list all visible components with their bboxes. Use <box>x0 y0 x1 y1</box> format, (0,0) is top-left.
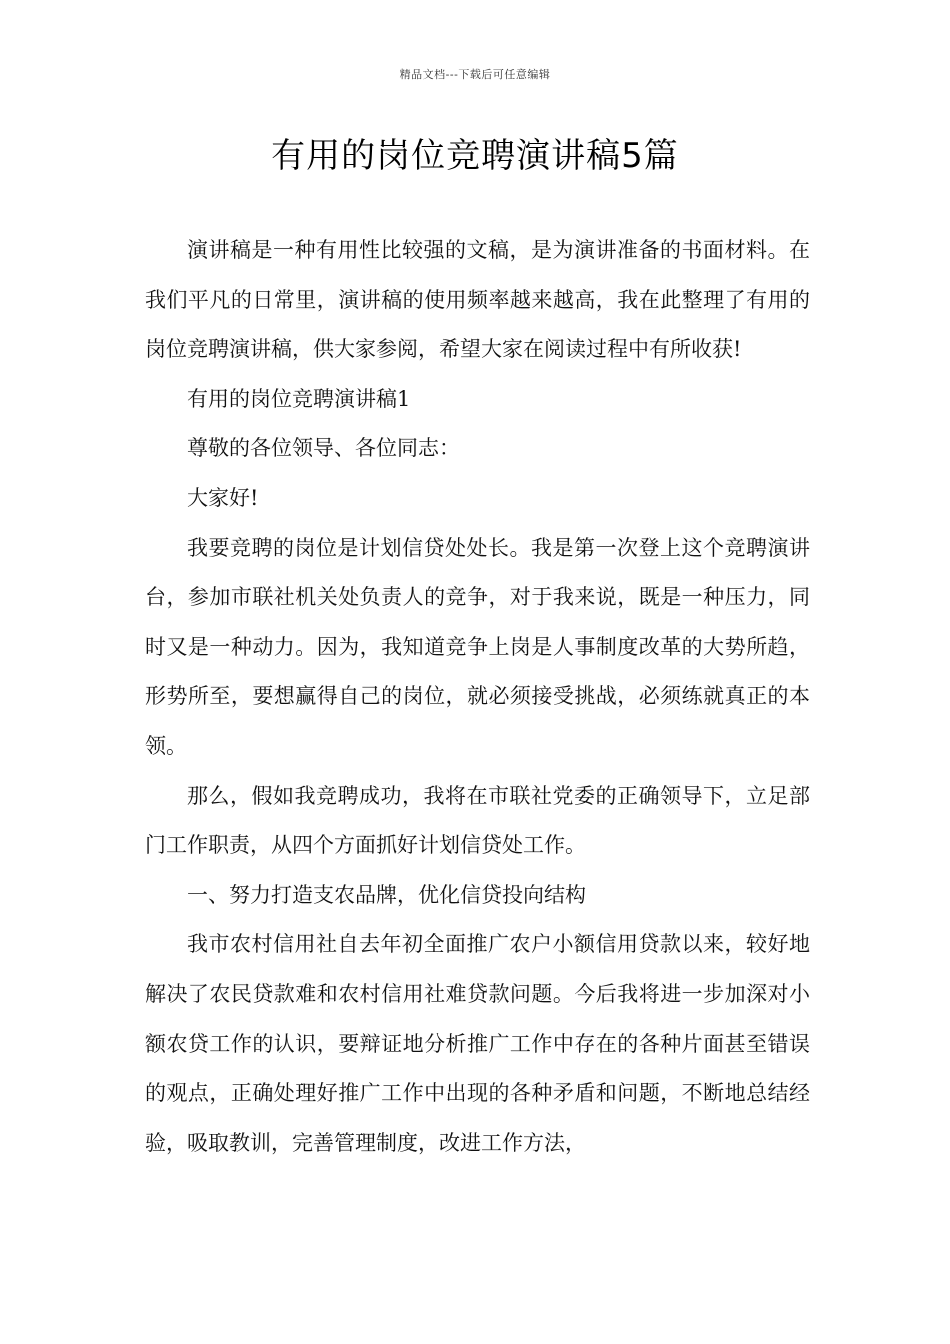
paragraph-point-one-heading: 一、努力打造支农品牌，优化信贷投向结构 <box>187 882 586 907</box>
header-note: 精品文档---下载后可任意编辑 <box>399 68 551 81</box>
document-title: 有用的岗位竞聘演讲稿5篇 <box>271 136 679 176</box>
paragraph-greeting: 大家好! <box>187 485 259 510</box>
paragraph-plan: 那么，假如我竞聘成功，我将在市联社党委的正确领导下，立足部门工作职责，从四个方面抓好计划信贷处工作。 <box>145 783 810 858</box>
paragraph-intro: 演讲稿是一种有用性比较强的文稿，是为演讲准备的书面材料。在我们平凡的日常里，演讲稿的使用频率越来越高，我在此整理了有用的岗位竞聘演讲稿，供大家参阅，希望大家在阅读过程中有所收获! <box>145 238 810 362</box>
paragraph-position: 我要竞聘的岗位是计划信贷处处长。我是第一次登上这个竞聘演讲台，参加市联社机关处负责人的竞争，对于我来说，既是一种压力，同时又是一种动力。因为，我知道竞争上岗是人事制度改革的大势所趋，形势所至，要想赢得自己的岗位，就必须接受挑战，必须练就真正的本领。 <box>145 535 810 758</box>
paragraph-salutation: 尊敬的各位领导、各位同志： <box>187 436 460 461</box>
paragraph-section-heading: 有用的岗位竞聘演讲稿1 <box>187 386 411 411</box>
document-body <box>145 226 810 1168</box>
paragraph-point-one-body: 我市农村信用社自去年初全面推广农户小额信用贷款以来，较好地解决了农民贷款难和农村信用社难贷款问题。今后我将进一步加深对小额农贷工作的认识，要辩证地分析推广工作中存在的各种片面甚至错误的观点，正确处理好推广工作中出现的各种矛盾和问题，不断地总结经验，吸取教训，完善管理制度，改进工作方法， <box>145 932 810 1155</box>
